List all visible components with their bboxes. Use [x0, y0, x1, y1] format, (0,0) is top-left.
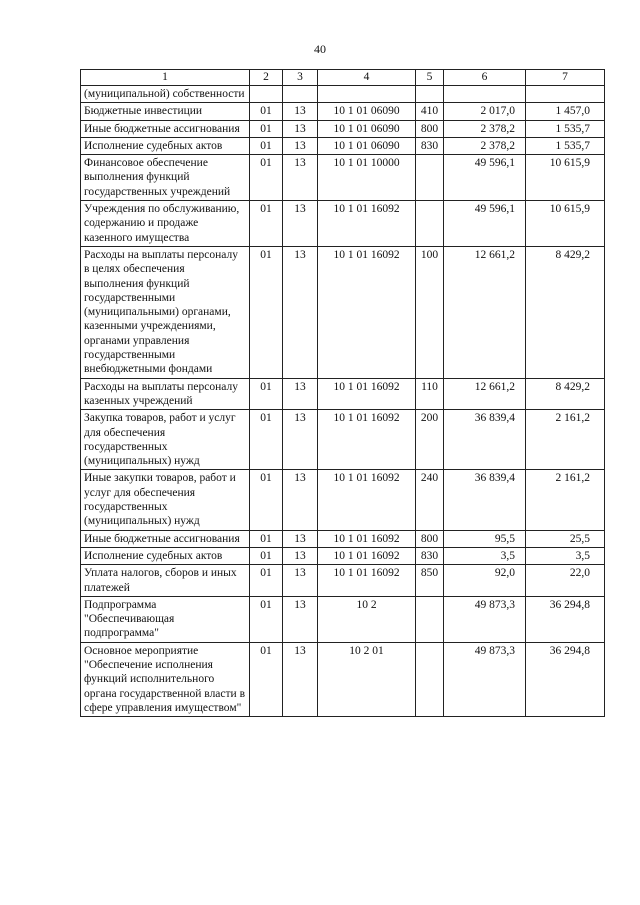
row-name-cell: Исполнение судебных актов: [81, 137, 250, 154]
table-cell: 36 294,8: [526, 596, 605, 642]
row-name-cell: Учреждения по обслуживанию, содержанию и продаже казенного имущества: [81, 201, 250, 247]
budget-table: [80, 69, 605, 717]
table-cell: 10 1 01 10000: [318, 155, 416, 201]
table-row: [81, 547, 605, 564]
row-name-cell: Финансовое обеспечение выполнения функций государственных учреждений: [81, 155, 250, 201]
column-header: 2: [250, 70, 283, 86]
table-cell: 01: [250, 103, 283, 120]
table-cell: 10 1 01 16092: [318, 530, 416, 547]
table-row: [81, 530, 605, 547]
table-cell: 01: [250, 155, 283, 201]
table-cell: 13: [283, 103, 318, 120]
table-cell: [416, 596, 444, 642]
table-cell: 49 873,3: [444, 642, 526, 716]
table-cell: 10 1 01 16092: [318, 246, 416, 378]
table-cell: 01: [250, 201, 283, 247]
row-name-cell: Иные бюджетные ассигнования: [81, 530, 250, 547]
column-header: 5: [416, 70, 444, 86]
table-cell: 95,5: [444, 530, 526, 547]
table-cell: 13: [283, 470, 318, 530]
table-cell: 22,0: [526, 565, 605, 597]
table-cell: 8 429,2: [526, 246, 605, 378]
table-cell: 10 2: [318, 596, 416, 642]
table-cell: 800: [416, 120, 444, 137]
table-cell: 10 1 01 06090: [318, 103, 416, 120]
table-row: [81, 201, 605, 247]
row-name-cell: Расходы на выплаты персоналу в целях обеспечения выполнения функций государственными (муниципальными) органами, казенными учреждениями, органами управления государственными внебюджетными фондами: [81, 246, 250, 378]
table-cell: 13: [283, 137, 318, 154]
table-cell: 12 661,2: [444, 246, 526, 378]
table-cell: 830: [416, 137, 444, 154]
table-cell: 92,0: [444, 565, 526, 597]
table-row: [81, 565, 605, 597]
row-name-cell: Бюджетные инвестиции: [81, 103, 250, 120]
table-cell: 12 661,2: [444, 378, 526, 410]
table-row: [81, 410, 605, 470]
table-cell: 2 378,2: [444, 120, 526, 137]
table-cell: 830: [416, 547, 444, 564]
table-body: [81, 86, 605, 717]
row-name-cell: Закупка товаров, работ и услуг для обеспечения государственных (муниципальных) нужд: [81, 410, 250, 470]
table-cell: 01: [250, 547, 283, 564]
table-cell: 01: [250, 246, 283, 378]
table-cell: 410: [416, 103, 444, 120]
table-cell: 10 1 01 16092: [318, 547, 416, 564]
table-cell: 01: [250, 565, 283, 597]
row-name-cell: Основное мероприятие "Обеспечение исполнения функций исполнительного органа государственной власти в сфере управления имуществом": [81, 642, 250, 716]
table-cell: 1 535,7: [526, 120, 605, 137]
table-cell: 01: [250, 410, 283, 470]
table-cell: 13: [283, 120, 318, 137]
table-cell: 10 615,9: [526, 155, 605, 201]
table-cell: 3,5: [526, 547, 605, 564]
table-cell: 13: [283, 565, 318, 597]
table-cell: 13: [283, 155, 318, 201]
table-cell: [416, 155, 444, 201]
column-header: 3: [283, 70, 318, 86]
table-cell: 49 596,1: [444, 201, 526, 247]
table-cell: 01: [250, 378, 283, 410]
table-cell: 01: [250, 137, 283, 154]
row-name-cell: (муниципальной) собственности: [81, 86, 250, 103]
table-cell: 10 1 01 16092: [318, 410, 416, 470]
table-cell: 2 017,0: [444, 103, 526, 120]
table-cell: [416, 86, 444, 103]
table-row: [81, 642, 605, 716]
row-name-cell: Подпрограмма "Обеспечивающая подпрограмма": [81, 596, 250, 642]
row-name-cell: Уплата налогов, сборов и иных платежей: [81, 565, 250, 597]
table-cell: 13: [283, 246, 318, 378]
table-cell: 13: [283, 642, 318, 716]
table-cell: 1 457,0: [526, 103, 605, 120]
table-cell: 36 294,8: [526, 642, 605, 716]
table-cell: 10 1 01 06090: [318, 120, 416, 137]
table-row: [81, 137, 605, 154]
table-row: [81, 596, 605, 642]
table-row: [81, 470, 605, 530]
table-cell: 13: [283, 378, 318, 410]
table-cell: 2 161,2: [526, 470, 605, 530]
table-row: [81, 378, 605, 410]
row-name-cell: Исполнение судебных актов: [81, 547, 250, 564]
row-name-cell: Расходы на выплаты персоналу казенных учреждений: [81, 378, 250, 410]
table-cell: 200: [416, 410, 444, 470]
table-cell: [444, 86, 526, 103]
table-cell: 01: [250, 470, 283, 530]
table-row: [81, 246, 605, 378]
table-cell: 1 535,7: [526, 137, 605, 154]
table-cell: 10 1 01 16092: [318, 378, 416, 410]
table-cell: 10 2 01: [318, 642, 416, 716]
table-cell: 10 1 01 16092: [318, 201, 416, 247]
table-row: [81, 103, 605, 120]
table-cell: 100: [416, 246, 444, 378]
column-header: 6: [444, 70, 526, 86]
table-cell: 10 1 01 06090: [318, 137, 416, 154]
table-cell: 01: [250, 530, 283, 547]
table-cell: 10 1 01 16092: [318, 470, 416, 530]
table-header-row: [81, 70, 605, 86]
table-cell: 01: [250, 642, 283, 716]
table-cell: 36 839,4: [444, 470, 526, 530]
table-cell: 49 873,3: [444, 596, 526, 642]
column-header: 4: [318, 70, 416, 86]
table-cell: 800: [416, 530, 444, 547]
table-cell: 13: [283, 530, 318, 547]
table-row: [81, 155, 605, 201]
table-cell: [283, 86, 318, 103]
page-number: 40: [314, 42, 326, 56]
table-cell: 13: [283, 201, 318, 247]
row-name-cell: Иные закупки товаров, работ и услуг для обеспечения государственных (муниципальных) нужд: [81, 470, 250, 530]
table-cell: [416, 642, 444, 716]
table-cell: 240: [416, 470, 444, 530]
table-cell: [526, 86, 605, 103]
table-cell: [318, 86, 416, 103]
column-header: 7: [526, 70, 605, 86]
table-cell: 10 615,9: [526, 201, 605, 247]
table-cell: 13: [283, 547, 318, 564]
table-cell: 01: [250, 120, 283, 137]
column-header: 1: [81, 70, 250, 86]
table-cell: 110: [416, 378, 444, 410]
table-cell: 3,5: [444, 547, 526, 564]
table-cell: 49 596,1: [444, 155, 526, 201]
table-cell: 8 429,2: [526, 378, 605, 410]
table-cell: 13: [283, 596, 318, 642]
table-cell: 25,5: [526, 530, 605, 547]
table-cell: 2 161,2: [526, 410, 605, 470]
table-cell: 10 1 01 16092: [318, 565, 416, 597]
table-cell: 850: [416, 565, 444, 597]
table-cell: 01: [250, 596, 283, 642]
row-name-cell: Иные бюджетные ассигнования: [81, 120, 250, 137]
table-cell: 13: [283, 410, 318, 470]
table-cell: [250, 86, 283, 103]
table-row: [81, 86, 605, 103]
table-cell: 36 839,4: [444, 410, 526, 470]
table-row: [81, 120, 605, 137]
table-cell: [416, 201, 444, 247]
table-cell: 2 378,2: [444, 137, 526, 154]
